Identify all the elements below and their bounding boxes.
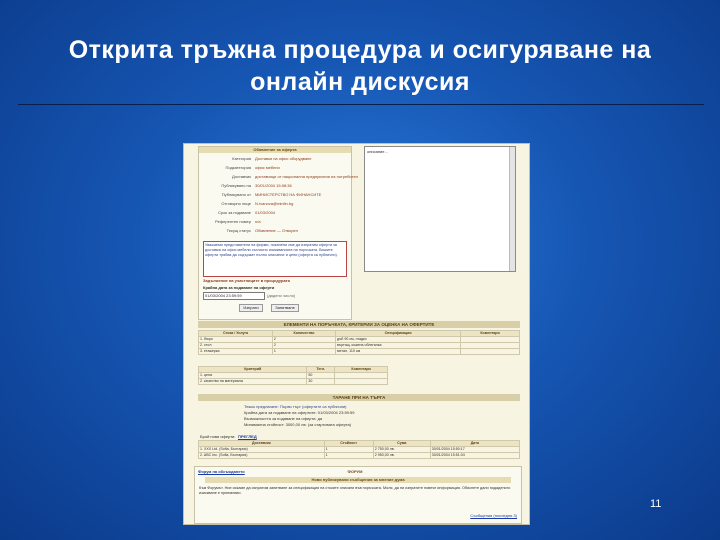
- slide-title-line1: Открита тръжна процедура и осигуряване на: [68, 36, 652, 64]
- offer-details-header: Обявление за оферта: [199, 147, 351, 153]
- requirements-header: ЕЛЕМЕНТИ НА ПОРЪЧКАТА, КРИТЕРИИ ЗА ОЦЕНКА НА ОФЕРТИТЕ: [198, 321, 520, 328]
- offer-field-value: Обявление — Отворен: [255, 228, 298, 233]
- discussion-textarea[interactable]: [364, 146, 516, 272]
- preview-label: Брой нови оферти:: [200, 434, 236, 439]
- table-cell: 2: [272, 337, 335, 343]
- table-cell: метал, 110 см: [336, 349, 461, 355]
- forum-body: Към Форумът. Ние искаме да изпратим запитване за спецификация на стоките описани във поръчката. Моля, да ни изпратите повече информация. Обяснете дали подаденото изискване е приемливо.: [199, 486, 511, 495]
- offer-field-label: Доставчик: [231, 174, 251, 179]
- table-header-cell: Сума: [373, 441, 430, 447]
- table-cell: 1: [324, 453, 373, 459]
- table-cell: 30/01/2004 15:51:04: [430, 453, 519, 459]
- deadline-hint: (дадено число): [267, 293, 296, 298]
- discussion-text: описание...: [367, 149, 388, 154]
- criteria-table: [198, 366, 388, 385]
- table-cell: 2: [272, 343, 335, 349]
- offer-field-label: Публикувано на: [221, 183, 251, 188]
- table-cell: 1. бюро: [199, 337, 273, 343]
- table-header-cell: Критерий: [199, 367, 307, 373]
- slide-number: 11: [650, 498, 662, 510]
- table-header-cell: Тегл.: [307, 367, 335, 373]
- title-divider: [18, 104, 704, 105]
- auction-line: Тежко предлагане: Първо търг (офертите са публични): [244, 404, 347, 409]
- offer-field-label: Срок за подаване: [218, 210, 251, 215]
- offer-field-label: Подкатегория: [225, 165, 251, 170]
- table-cell: 1: [272, 349, 335, 355]
- bid-row: [199, 453, 520, 459]
- forum-side-link[interactable]: Форум на обсъждането: [198, 469, 245, 474]
- table-header-cell: Стойност: [324, 441, 373, 447]
- criteria-row: [199, 379, 388, 385]
- offer-description: Уважаеми представители на фирми, поканени сме да изпратим оферти за доставка на офис мебели съгласно изискванията на поръчката. Вашите оферти трябва да съдържат пълно описание и цени (оферта са публични).: [203, 241, 347, 277]
- offer-field-value: МИНИСТЕРСТВО НА ФИНАНСИТЕ: [255, 192, 322, 197]
- auction-line: Минимална стойност: 3000,00 лв. (за стартовата оферта): [244, 422, 352, 427]
- table-cell: въртящ, кожена облегалка: [336, 343, 461, 349]
- table-cell: [461, 349, 520, 355]
- slide-title-line2: онлайн дискусия: [250, 68, 470, 96]
- table-cell: 3. етажерка: [199, 349, 273, 355]
- table-header-cell: Коментари: [335, 367, 388, 373]
- forum-footer-link[interactable]: Съобщения (последни 3): [470, 513, 517, 518]
- offer-field-label: Отговорно лице: [221, 201, 251, 206]
- textarea-scrollbar[interactable]: [509, 147, 515, 271]
- table-cell: [335, 379, 388, 385]
- auction-line: Възможността за подаване на оферти: да: [244, 416, 323, 421]
- offer-details-panel: [198, 146, 358, 320]
- table-cell: 2. качество на материала: [199, 379, 307, 385]
- preview-link[interactable]: ПРЕГЛЕД: [238, 434, 257, 439]
- table-cell: 2. ABC Inc. (Sofia, България): [199, 453, 325, 459]
- table-cell: 30: [307, 379, 335, 385]
- table-cell: дъб 90 см, гладко: [336, 337, 461, 343]
- offer-field-value: офис мебели: [255, 165, 280, 170]
- offer-field-value: Доставки на офис оборудване: [255, 156, 312, 161]
- table-header-cell: Стока / Услуга: [199, 331, 273, 337]
- table-cell: 1: [324, 447, 373, 453]
- table-cell: 2 750,00 лв.: [373, 447, 430, 453]
- offer-field-label: Текущ статус: [226, 228, 251, 233]
- auction-header: ТАРАНЕ ПРИ НА ТЪРГА: [198, 394, 520, 401]
- table-cell: 30/01/2004 15:50:17: [430, 447, 519, 453]
- auction-line: Крайна дата за подаване на офертите: 01/03/2004 23:59:59: [244, 410, 355, 415]
- offer-field-value: 30/01/2004 15:08:36: [255, 183, 292, 188]
- offer-field-value: N.Ivanova@minfin.bg: [255, 201, 294, 206]
- table-cell: 1. цена: [199, 373, 307, 379]
- table-cell: 2 950,00 лв.: [373, 453, 430, 459]
- offer-field-label: Категория: [232, 156, 251, 161]
- offer-field-value: n/a: [255, 219, 261, 224]
- inquiry-button[interactable]: Запитване: [271, 304, 299, 312]
- forum-panel: [194, 466, 522, 524]
- slide-title: [20, 34, 700, 98]
- deadline-label: Крайна дата за подаване на оферти: [203, 285, 275, 290]
- deadline-input[interactable]: [203, 292, 265, 300]
- offer-field-label: Публикувано от: [221, 192, 251, 197]
- offer-field-label: Референтен номер: [215, 219, 251, 224]
- table-header-cell: Доставчик: [199, 441, 325, 447]
- table-header-cell: Количество: [272, 331, 335, 337]
- bids-table: [198, 440, 520, 459]
- requirements-table: [198, 330, 520, 355]
- send-button[interactable]: Изпрати: [239, 304, 263, 312]
- forum-header: ФОРУМ: [347, 469, 363, 474]
- offer-field-value: доставчици от национална предприятия на потребител: [255, 174, 358, 179]
- table-cell: 50: [307, 373, 335, 379]
- table-header-cell: Спецификации: [336, 331, 461, 337]
- forum-subheader: Нови публикувани съобщения за мнение дума: [205, 477, 511, 483]
- table-cell: 2. стол: [199, 343, 273, 349]
- requirement-row: [199, 349, 520, 355]
- embedded-screenshot: [183, 143, 530, 525]
- notice-text: Задължение на участниците в процедурата: [203, 278, 290, 283]
- deadline-value: 01/03/2004 23:59:59: [205, 293, 242, 298]
- table-header-cell: Дата: [430, 441, 519, 447]
- table-cell: 1. ХХХ Ltd. (Sofia, България): [199, 447, 325, 453]
- table-header-cell: Коментари: [461, 331, 520, 337]
- offer-field-value: 01/03/2004: [255, 210, 276, 215]
